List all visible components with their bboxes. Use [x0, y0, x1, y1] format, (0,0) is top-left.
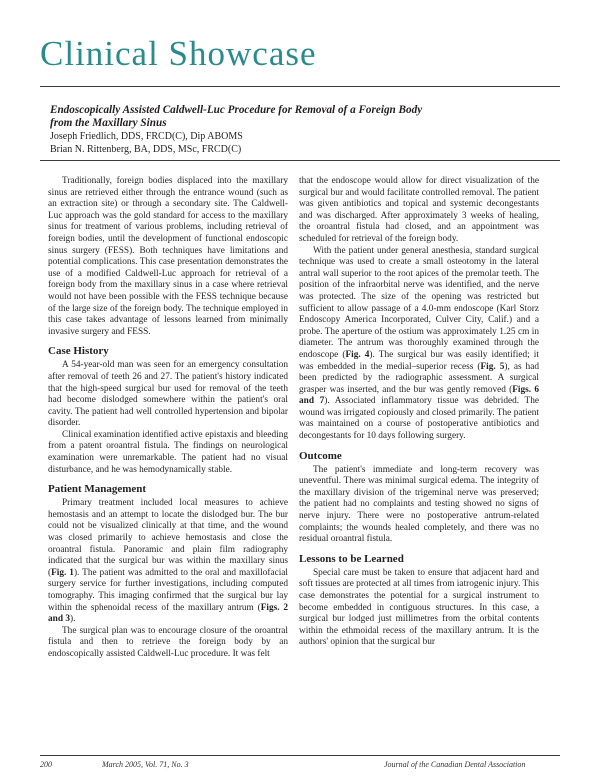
outcome-paragraph: The patient's immediate and long-term recovery was uneventful. There was minimal surgical edema. The integrity of the maxillary division of the trigeminal nerve was preserved; the patient had no complaints and testing showed no signs of nerve injury. There were no postoperative antrum-related complaints; the wounds healed completely, and there was no residual oroantral fistula.: [299, 464, 539, 545]
left-column: [48, 176, 288, 661]
article-header-rule: [40, 160, 560, 161]
continued-paragraph: that the endoscope would allow for direct visualization of the surgical bur and would facilitate controlled removal. The patient was given antibiotics and topical and systemic decongestants and was discharged. After approximately 3 weeks of healing, the oroantral fistula had closed, and an appointment was scheduled for retrieval of the foreign body.: [299, 176, 539, 244]
surgery-paragraph: With the patient under general anesthesia, standard surgical technique was used to create a small osteotomy in the lateral antral wall superior to the root apices of the premolar teeth. The position of the infraorbital nerve was identified, and the nerve was protected. The size of the opening was restricted but sufficient to allow passage of a 4.0-mm endoscope (Karl Storz Endoscopy America Incorporated, Culver City, Calif.) and a probe. The aperture of the ostium was approximately 1.25 cm in diameter. The antrum was thoroughly examined through the endoscope (Fig. 4). The surgical bur was easily identified; it was embedded in the medial–superior recess (Fig. 5), as had been predicted by the radiographic assessment. A surgical grasper was inserted, and the bur was gently removed (Figs. 6 and 7). Associated inflammatory tissue was debrided. The wound was irrigated copiously and closed primarily. The patient was maintained on a course of postoperative antibiotics and decongestants for 10 days following surgery.: [299, 245, 539, 442]
right-column: [299, 176, 539, 649]
fig-5-reference[interactable]: Fig. 5: [480, 361, 505, 372]
patient-management-heading: Patient Management: [48, 483, 147, 496]
section-title: Clinical Showcase: [40, 34, 317, 73]
patient-management-paragraph-2: The surgical plan was to encourage closure of the oroantral fistula and then to retrieve the foreign body by an endoscopically assisted Caldwell-Luc procedure. It was felt: [48, 625, 288, 659]
authors: [50, 131, 520, 156]
issue-info: March 2005, Vol. 71, No. 3: [102, 760, 189, 769]
article-header: [50, 104, 520, 156]
footer-rule: [40, 755, 560, 756]
case-history-heading: Case History: [48, 345, 109, 358]
lessons-paragraph: Special care must be taken to ensure that adjacent hard and soft tissues are protected at all times from iatrogenic injury. This case demonstrates the potential for a surgical instrument to become embedded in contiguous structures. In this case, a surgical bur lodged just millimetres from the orbital contents within the ethmoidal recess of the maxillary antrum. It is the authors' opinion that the surgical bur: [299, 567, 539, 648]
author-1: Joseph Friedlich, DDS, FRCD(C), Dip ABOMS: [50, 131, 243, 142]
figs-6-7-reference[interactable]: Figs. 6 and 7: [299, 384, 539, 407]
figs-2-3-reference[interactable]: Figs. 2 and 3: [48, 602, 289, 625]
patient-management-paragraph-1: Primary treatment included local measures to achieve hemostasis and an attempt to locate the dislodged bur. The bur could not be visualized clinically at that time, and the wound was closed primarily to achieve hemostasis and close the oroantral fistula. Panoramic and plain film radiography indicated that the surgical bur was within the maxillary sinus (Fig. 1). The patient was admitted to the oral and maxillofacial surgery service for further investigations, including computed tomography. This imaging confirmed that the surgical bur lay within the sphenoidal recess of the maxillary antrum (Figs. 2 and 3).: [48, 498, 289, 625]
case-history-paragraph-1: A 54-year-old man was seen for an emergency consultation after removal of teeth 26 and 27. The patient's history indicated that the high-speed surgical bur used for removal of the teeth had become dislodged somewhere within the patient's oral cavity. The patient had well controlled hypertension and bipolar disorder.: [48, 360, 288, 429]
outcome-heading: Outcome: [299, 449, 342, 462]
article-title-line2: from the Maxillary Sinus: [50, 117, 167, 129]
case-history-paragraph-2: Clinical examination identified active epistaxis and bleeding from a patent oroantral fistula. The findings on neurological examination were unremarkable. The patient had no visual disturbance, and he was hemodynamically stable.: [48, 429, 288, 475]
fig-1-reference[interactable]: Fig. 1: [51, 567, 74, 578]
page-number: 200: [40, 760, 52, 769]
fig-4-reference[interactable]: Fig. 4: [345, 349, 370, 360]
header-rule: [40, 86, 560, 87]
article-title-line1: Endoscopically Assisted Caldwell-Luc Procedure for Removal of a Foreign Body: [50, 104, 423, 116]
intro-paragraph: Traditionally, foreign bodies displaced into the maxillary sinus are retrieved either through the entrance wound (such as an extraction site) or through a secondary site. The Caldwell-Luc approach was the gold standard for access to the maxillary sinus for treatment of various problems, including retrieval of foreign bodies, until the development of functional endoscopic sinus surgery (FESS). Both techniques have limitations and potential complications. This case presentation demonstrates the use of a modified Caldwell-Luc approach for retrieval of a foreign body from the maxillary sinus in a case where retrieval would not have been possible with the FESS technique because of the large size of the foreign body. The technique employed in this case takes advantage of lessons learned from minimally invasive surgery and FESS.: [48, 176, 288, 337]
journal-name: Journal of the Canadian Dental Association: [384, 760, 526, 769]
article-title: [50, 104, 520, 130]
lessons-heading: Lessons to be Learned: [299, 552, 404, 565]
author-2: Brian N. Rittenberg, BA, DDS, MSc, FRCD(C): [50, 143, 242, 155]
